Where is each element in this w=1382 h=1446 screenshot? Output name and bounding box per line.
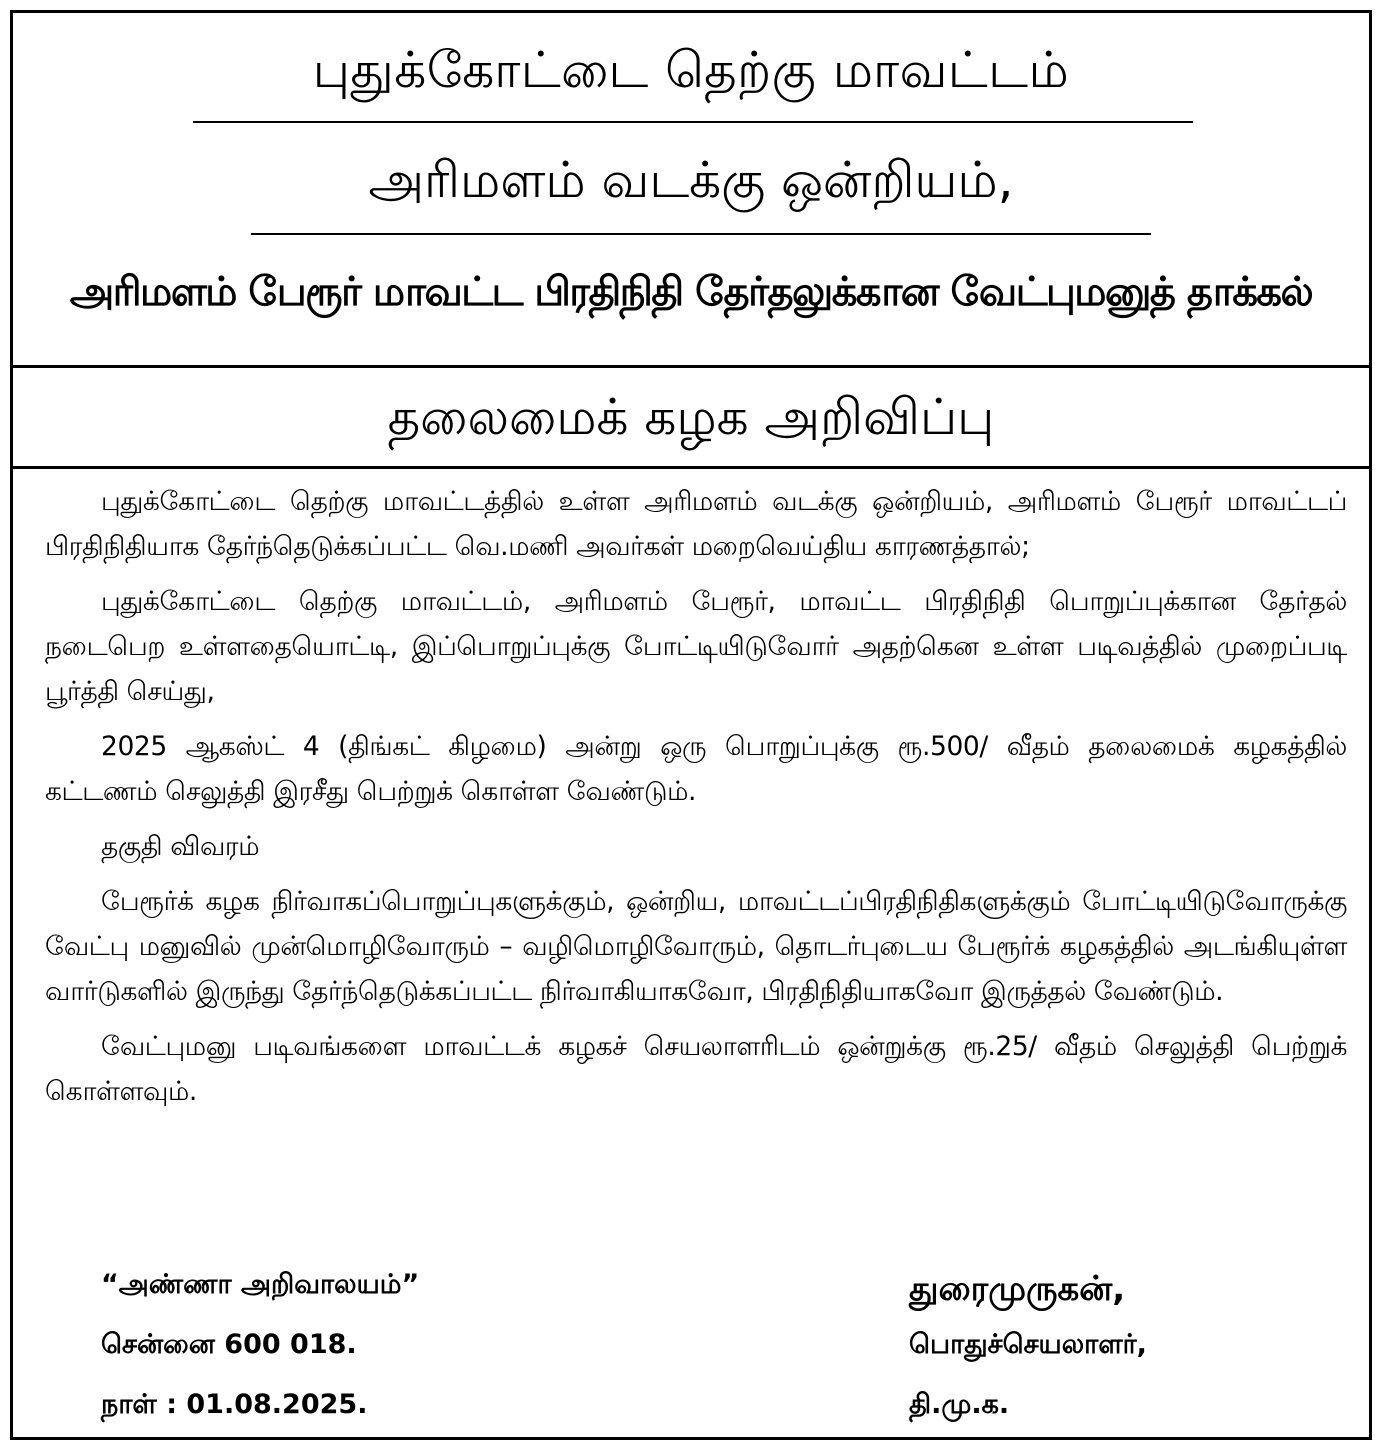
divider-line bbox=[193, 121, 1193, 123]
paragraph: வேட்புமனு படிவங்களை மாவட்டக் கழகச் செயலாளரிடம் ஒன்றுக்கு ரூ.25/ வீதம் செலுத்தி பெற்றுக் கொள்ளவும். bbox=[45, 1031, 1347, 1107]
paragraph: 2025 ஆகஸ்ட் 4 (திங்கட் கிழமை) அன்று ஒரு பொறுப்புக்கு ரூ.500/ வீதம் தலைமைக் கழகத்தில் கட்டணம் செலுத்தி இரசீது பெற்றுக் கொள்ள வேண்டும். bbox=[45, 731, 1347, 807]
party-name: தி.மு.க. bbox=[909, 1389, 1010, 1420]
office-name: “அண்ணா அறிவாலயம்” bbox=[101, 1269, 420, 1300]
subject-title: அரிமளம் பேரூர் மாவட்ட பிரதிநிதி தேர்தலுக்கான வேட்புமனுத் தாக்கல் bbox=[69, 269, 1313, 315]
notice-body bbox=[45, 479, 1347, 1124]
paragraph: புதுக்கோட்டை தெற்கு மாவட்டத்தில் உள்ள அரிமளம் வடக்கு ஒன்றியம், அரிமளம் பேரூர் மாவட்டப் பிரதிநிதியாக தேர்ந்தெடுக்கப்பட்ட வெ.மணி அவர்கள் மறைவெய்திய காரணத்தால்; bbox=[45, 486, 1347, 562]
eligibility-heading: தகுதி விவரம் bbox=[101, 831, 260, 862]
union-title: அரிமளம் வடக்கு ஒன்றியம், bbox=[368, 151, 1014, 209]
announcement-title: தலைமைக் கழக அறிவிப்பு bbox=[387, 388, 995, 446]
notice-frame bbox=[10, 10, 1372, 1440]
notice-header bbox=[13, 13, 1369, 368]
signatory-name: துரைமுருகன், bbox=[909, 1269, 1126, 1309]
signatory-designation: பொதுச்செயலாளர், bbox=[909, 1329, 1147, 1360]
paragraph: பேரூர்க் கழக நிர்வாகப்பொறுப்புகளுக்கும், ஒன்றிய, மாவட்டப்பிரதிநிதிகளுக்கும் போட்டியிடுவோருக்கு வேட்பு மனுவில் முன்மொழிவோரும் – வழிமொழிவோரும், தொடர்புடைய பேரூர்க் கழகத்தில் அடங்கியுள்ள வார்டுகளில் இருந்து தேர்ந்தெடுக்கப்பட்ட நிர்வாகியாகவோ, பிரதிநிதியாகவோ இருத்தல் வேண்டும். bbox=[45, 886, 1347, 1007]
notice-date: நாள் : 01.08.2025. bbox=[101, 1389, 368, 1420]
paragraph: புதுக்கோட்டை தெற்கு மாவட்டம், அரிமளம் பேரூர், மாவட்ட பிரதிநிதி பொறுப்புக்கான தேர்தல் நடைபெற உள்ளதையொட்டி, இப்பொறுப்புக்கு போட்டியிடுவோர் அதற்கென உள்ள படிவத்தில் முறைப்படி பூர்த்தி செய்து, bbox=[45, 586, 1347, 707]
district-title: புதுக்கோட்டை தெற்கு மாவட்டம் bbox=[312, 41, 1070, 99]
announcement-banner bbox=[13, 368, 1369, 469]
notice-footer bbox=[13, 1269, 1369, 1439]
divider-line bbox=[251, 233, 1151, 235]
office-city: சென்னை 600 018. bbox=[101, 1329, 357, 1360]
